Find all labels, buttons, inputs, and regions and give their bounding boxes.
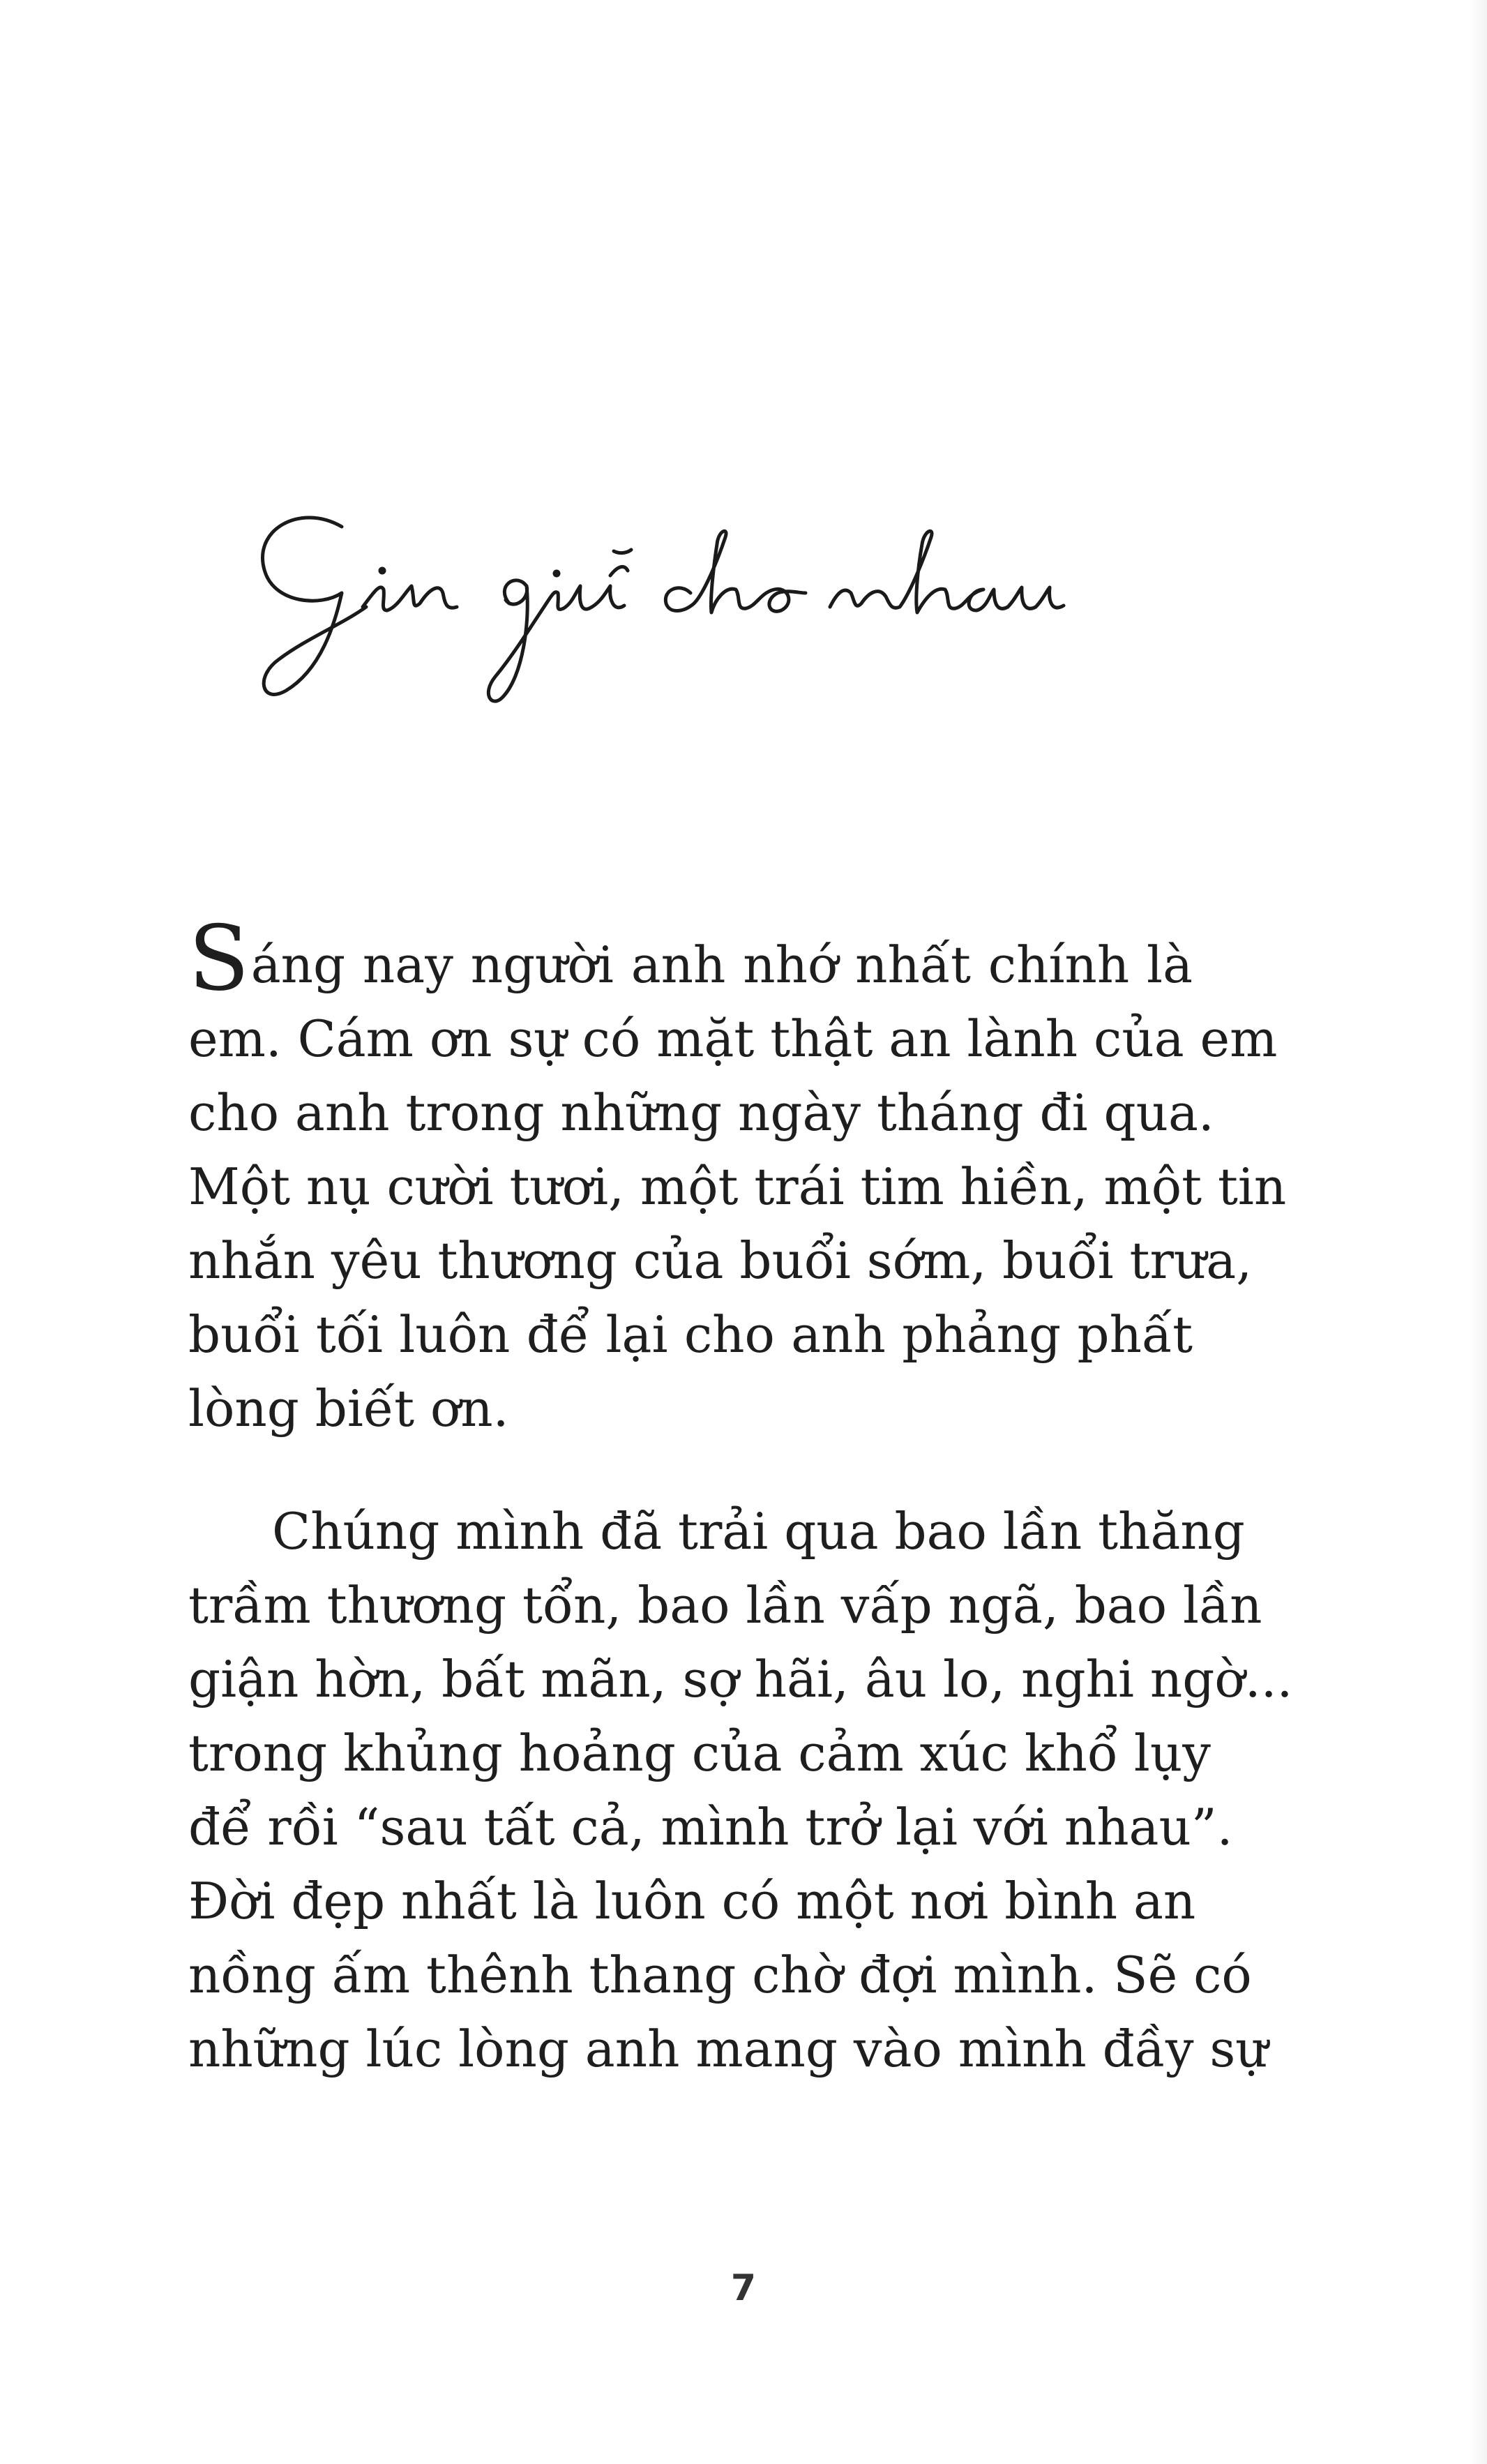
text-line: giận hờn, bất mãn, sợ hãi, âu lo, nghi ngờ...	[188, 1650, 1293, 1708]
page-edge-shadow	[1469, 0, 1487, 2464]
chapter-title	[237, 488, 1214, 739]
paragraph-2	[188, 1494, 1293, 2086]
text-line: trầm thương tổn, bao lần vấp ngã, bao lần	[188, 1576, 1262, 1635]
body-text	[188, 907, 1293, 2086]
text-line: nhắn yêu thương của buổi sớm, buổi trưa,	[188, 1231, 1253, 1290]
text-line: Chúng mình đã trải qua bao lần thăng	[272, 1502, 1245, 1561]
page-number: 7	[730, 2267, 757, 2309]
drop-cap: S	[188, 907, 250, 1011]
text-line: lòng biết ơn.	[188, 1379, 509, 1438]
text-line: trong khủng hoảng của cảm xúc khổ lụy	[188, 1724, 1211, 1782]
text-line: Sáng nay người anh nhớ nhất chính là	[188, 907, 1193, 1011]
paragraph-spacer	[188, 1445, 1193, 1494]
text-line: để rồi “sau tất cả, mình trở lại với nhau”.	[188, 1798, 1233, 1856]
text-line: Đời đẹp nhất là luôn có một nơi bình an	[188, 1872, 1196, 1930]
text-line: buổi tối luôn để lại cho anh phảng phất	[188, 1305, 1193, 1364]
text-line: những lúc lòng anh mang vào mình đầy sự	[188, 2020, 1268, 2078]
chapter-title-script	[237, 488, 1214, 739]
text-line: nồng ấm thênh thang chờ đợi mình. Sẽ có	[188, 1946, 1252, 2004]
text-line: Một nụ cười tươi, một trái tim hiền, một tin	[188, 1157, 1287, 1216]
text-line: em. Cám ơn sự có mặt thật an lành của em	[188, 1009, 1278, 1068]
text-line: cho anh trong những ngày tháng đi qua.	[188, 1083, 1214, 1142]
paragraph-1	[188, 907, 1287, 1445]
